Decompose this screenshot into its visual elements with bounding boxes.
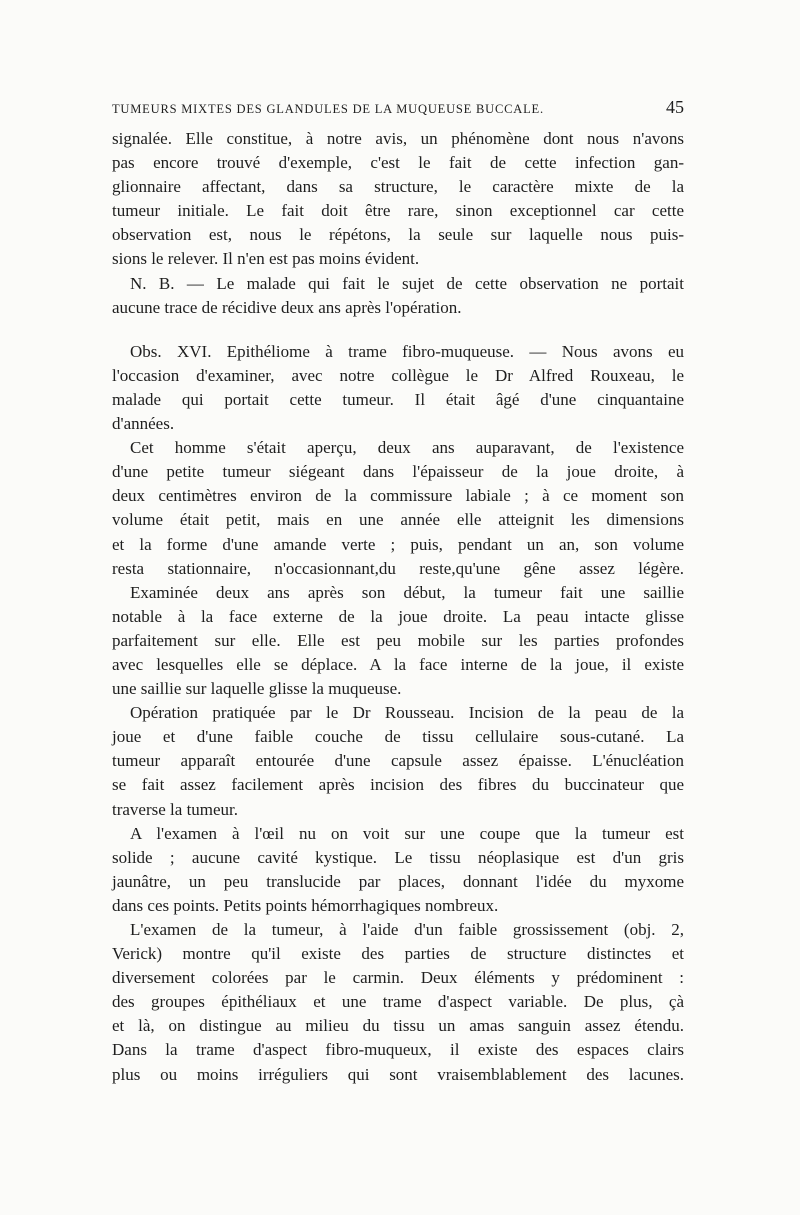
running-title: TUMEURS MIXTES DES GLANDULES DE LA MUQUEUSE BUCCALE. xyxy=(112,102,544,116)
text-line: parfaitement sur elle. Elle est peu mobile sur les parties profondes xyxy=(112,630,684,650)
text-line: avec lesquelles elle se déplace. A la face interne de la joue, il existe xyxy=(112,654,684,674)
text-line: une saillie sur laquelle glisse la muqueuse. xyxy=(112,679,402,699)
text-line: traverse la tumeur. xyxy=(112,799,239,819)
text-line: signalée. Elle constitue, à notre avis, un phénomène dont nous n'avons xyxy=(112,129,684,148)
text-line: diversement colorées par le carmin. Deux éléments y prédominent : xyxy=(112,968,684,988)
text-line: pas encore trouvé d'exemple, c'est le fait de cette infection gan- xyxy=(112,153,684,173)
text-line: Dans la trame d'aspect fibro-muqueux, il existe des espaces clairs xyxy=(112,1040,684,1060)
text-line: se fait assez facilement après incision des fibres du buccinateur que xyxy=(112,775,684,795)
text-line: dans ces points. Petits points hémorrhagiques nombreux. xyxy=(112,895,499,915)
text-line: des groupes épithéliaux et une trame d'aspect variable. De plus, çà xyxy=(112,992,684,1012)
text-line: A l'examen à l'œil nu on voit sur une coupe que la tumeur est xyxy=(130,823,684,843)
text-line: N. B. — Le malade qui fait le sujet de cette observation ne portait xyxy=(130,273,684,293)
text-line: plus ou moins irréguliers qui sont vraisemblablement des lacunes. xyxy=(112,1064,684,1084)
text-line: deux centimètres environ de la commissure labiale ; à ce moment son xyxy=(112,486,684,506)
section-gap xyxy=(112,320,684,340)
text-line: notable à la face externe de la joue droite. La peau intacte glisse xyxy=(112,606,684,626)
text-line: joue et d'une faible couche de tissu cellulaire sous-cutané. La xyxy=(112,727,684,747)
page-text-block xyxy=(112,97,684,1087)
observation-heading: Obs. XVI. Epithéliome à trame fibro-muqueuse. — Nous avons eu xyxy=(130,341,684,361)
text-line: l'occasion d'examiner, avec notre collègue le Dr Alfred Rouxeau, le xyxy=(112,365,684,385)
text-line: aucune trace de récidive deux ans après l'opération. xyxy=(112,297,462,317)
running-header xyxy=(112,97,684,127)
text-line: Examinée deux ans après son début, la tumeur fait une saillie xyxy=(130,582,684,602)
text-line: tumeur initiale. Le fait doit être rare, sinon exceptionnel car cette xyxy=(112,201,684,221)
page-number: 45 xyxy=(666,97,684,117)
text-line: et là, on distingue au milieu du tissu un amas sanguin assez étendu. xyxy=(112,1016,684,1036)
text-line: solide ; aucune cavité kystique. Le tissu néoplasique est d'un gris xyxy=(112,847,684,867)
text-line: glionnaire affectant, dans sa structure, le caractère mixte de la xyxy=(112,177,684,197)
text-line: et la forme d'une amande verte ; puis, pendant un an, son volume xyxy=(112,534,684,554)
text-line: d'une petite tumeur siégeant dans l'épaisseur de la joue droite, à xyxy=(112,462,684,482)
text-line: d'années. xyxy=(112,414,175,434)
text-line: jaunâtre, un peu translucide par places, donnant l'idée du myxome xyxy=(112,871,684,891)
text-line: observation est, nous le répétons, la seule sur laquelle nous puis- xyxy=(112,225,684,245)
text-line: L'examen de la tumeur, à l'aide d'un faible grossissement (obj. 2, xyxy=(130,920,684,939)
text-line: tumeur apparaît entourée d'une capsule assez épaisse. L'énucléation xyxy=(112,751,684,771)
text-line: volume était petit, mais en une année elle atteignit les dimensions xyxy=(112,510,684,530)
text-line: Verick) montre qu'il existe des parties de structure distinctes et xyxy=(112,944,684,964)
text-line: Opération pratiquée par le Dr Rousseau. Incision de la peau de la xyxy=(130,703,684,723)
text-line: sions le relever. Il n'en est pas moins évident. xyxy=(112,249,420,269)
text-line: malade qui portait cette tumeur. Il était âgé d'une cinquantaine xyxy=(112,389,684,409)
text-line: resta stationnaire, n'occasionnant,du reste,qu'une gêne assez légère. xyxy=(112,558,684,578)
text-line: Cet homme s'était aperçu, deux ans auparavant, de l'existence xyxy=(130,438,684,458)
